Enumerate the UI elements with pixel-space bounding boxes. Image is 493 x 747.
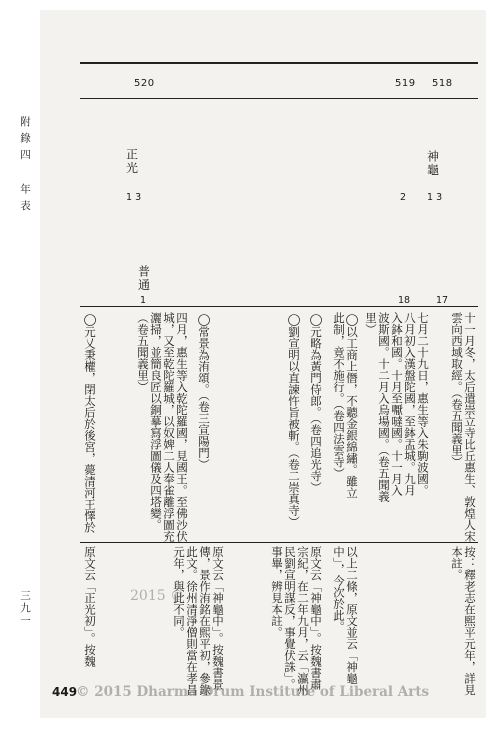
- event-1: 十一月冬，太后遣崇立寺比丘惠生、敦煌人宋雲向西域取經。（卷五聞義里）: [450, 312, 477, 542]
- era-shengui-num: 1 3: [427, 192, 443, 203]
- event-8: ◯元乂秉權，閉太后於後宮，薨清河王懌於: [83, 312, 97, 533]
- notes-rule: [80, 542, 478, 543]
- event-2: 七月二十九日，惠生等入朱駒波國。八月初入漢盤陀國，至鉢盂城。九月入鉢和國。十月至嚈噠國。十一月入波斯國。十二月入烏場國。（卷五聞義里）: [364, 312, 430, 502]
- era-putong-num: 1: [140, 295, 147, 306]
- top-rule: [80, 62, 478, 64]
- year-519: 519: [395, 78, 416, 89]
- era-num-2: 2: [400, 192, 407, 203]
- scanned-page: [19, 10, 486, 718]
- note-1: 按：釋老志在熙平元年，詳見本註。: [450, 546, 477, 696]
- year-520: 520: [134, 78, 155, 89]
- note-4: 原文云「神龜中」。按魏書景傳，景作洧銘在熙平初，參錄此文。徐州清淨僧則當在孝昌元年，與此不同。: [172, 546, 225, 696]
- era-num-18: 18: [398, 295, 411, 306]
- watermark-bottom: © 2015 Dharma Drum Institute of Liberal Arts: [76, 684, 430, 700]
- note-3: 原文云「神龜中」。按魏書肅宗紀，在二年九月，云「瀛州民劉宣明謀反，事覺伏誅」。事畢，辨見本註。: [270, 546, 323, 696]
- event-3: ◯以工商上僭，不聽金銀綿繡。雖立此制，竟不施行。（卷四法雲寺）: [332, 312, 359, 499]
- note-2: 以上二條，原文並云「神龜中」，今次於此。: [332, 546, 359, 684]
- event-5: ◯劉宣明以直諫忤旨被斬。（卷二崇真寺）: [287, 312, 301, 528]
- event-4: ◯元略為黃門侍郎。（卷四追光寺）: [309, 312, 323, 493]
- event-7: 四月，惠生等入乾陀羅國，見國王。至佛沙伏城，又至乾陀羅城，以奴婢二人奉雀離浮圖充灑掃，並簡良匠以銅摹寫浮圖儀及四塔變。（卷五聞義里）: [136, 312, 189, 542]
- page-number: 449: [52, 685, 78, 699]
- era-zhengguang-num: 1 3: [126, 192, 142, 203]
- era-zhengguang: 正光: [124, 148, 139, 175]
- appendix-title: 附錄四 年表: [19, 116, 31, 217]
- year-rule: [80, 98, 478, 99]
- year-518: 518: [432, 78, 453, 89]
- watermark-mid: 2015 ©: [130, 588, 185, 604]
- event-6: ◯常景為洧頌。（卷三宣陽門）: [197, 312, 211, 470]
- note-5: 原文云「正光初」。按魏: [83, 546, 97, 667]
- era-num-17: 17: [436, 295, 449, 306]
- era-putong: 普通: [136, 265, 151, 292]
- era-shengui: 神龜: [425, 150, 440, 177]
- right-page-label: 三九一: [19, 590, 31, 628]
- event-rule: [80, 306, 478, 307]
